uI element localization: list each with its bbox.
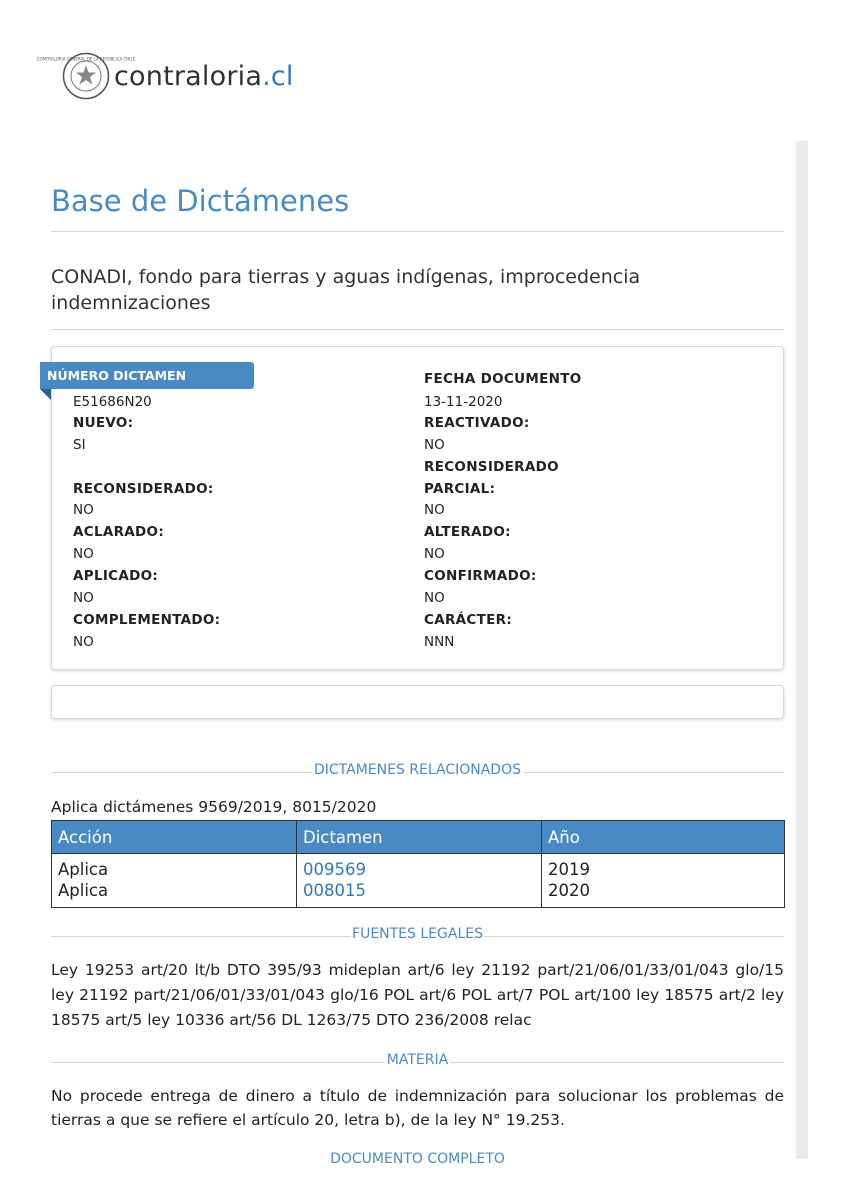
site-logo[interactable]: [36, 52, 294, 100]
alterado-label: ALTERADO:: [424, 524, 511, 540]
caracter-label: CARÁCTER:: [424, 612, 513, 628]
aclarado-value: NO: [73, 546, 94, 562]
section-heading-label: DOCUMENTO COMPLETO: [330, 1151, 505, 1167]
aplicado-label: APLICADO:: [73, 568, 159, 584]
numero-value: E51686N20: [73, 394, 152, 410]
dictamen-cell: [297, 854, 542, 908]
fecha-value: 13-11-2020: [424, 394, 503, 410]
caracter-value: NNN: [424, 634, 455, 650]
ribbon-fold: [40, 389, 51, 400]
reconsiderado-parcial-label: RECONSIDERADO: [424, 459, 559, 475]
accion-value: Aplica: [58, 860, 109, 879]
accion-cell: [52, 854, 297, 908]
reconsiderado-label: RECONSIDERADO:: [73, 481, 214, 497]
fecha-label: FECHA DOCUMENTO: [424, 371, 582, 387]
section-heading-materia: [51, 1052, 784, 1072]
materia-text: No procede entrega de dinero a título de indemnización para solucionar los problemas de tierras a que se refiere el artículo 20, letra b), de la ley N° 19.253.: [51, 1087, 784, 1129]
column-header-anio: Año: [542, 821, 785, 854]
related-table: [51, 820, 785, 908]
logo-text: contraloria.cl: [114, 60, 294, 92]
table-row: [52, 854, 785, 908]
reactivado-value: NO: [424, 437, 445, 453]
seal-text: CONTRALORIA GENERAL DE LA REPUBLICA CHILE: [36, 56, 136, 62]
column-header-dictamen: Dictamen: [297, 821, 542, 854]
numero-dictamen-ribbon: NÚMERO DICTAMEN: [40, 362, 254, 389]
nuevo-value: SI: [73, 437, 86, 453]
document-title: CONADI, fondo para tierras y aguas indígenas, improcedencia indemnizaciones: [51, 266, 641, 314]
section-heading-label: DICTAMENES RELACIONADOS: [314, 762, 521, 778]
alterado-value: NO: [424, 546, 445, 562]
page-title: Base de Dictámenes: [51, 184, 350, 218]
aclarado-label: ACLARADO:: [73, 524, 165, 540]
reactivado-label: REACTIVADO:: [424, 415, 530, 431]
accion-value: Aplica: [58, 881, 109, 900]
empty-card: [51, 685, 784, 719]
section-heading-relacionados: [51, 762, 784, 782]
column-header-accion: Acción: [52, 821, 297, 854]
complementado-value: NO: [73, 634, 94, 650]
reconsiderado-value: NO: [73, 502, 94, 518]
section-heading-label: MATERIA: [386, 1052, 449, 1068]
section-heading-documento: [51, 1151, 784, 1167]
dictamen-link[interactable]: 009569: [303, 860, 366, 879]
contraloria-seal-icon: [36, 52, 136, 100]
confirmado-label: CONFIRMADO:: [424, 568, 537, 584]
related-summary: Aplica dictámenes 9569/2019, 8015/2020: [51, 798, 377, 816]
divider: [51, 329, 784, 330]
reconsiderado-parcial-label-2: PARCIAL:: [424, 481, 496, 497]
scrollbar-track[interactable]: [796, 141, 808, 1159]
dictamen-link[interactable]: 008015: [303, 881, 366, 900]
aplicado-value: NO: [73, 590, 94, 606]
anio-cell: [542, 854, 785, 908]
complementado-label: COMPLEMENTADO:: [73, 612, 221, 628]
reconsiderado-parcial-value: NO: [424, 502, 445, 518]
nuevo-label: NUEVO:: [73, 415, 134, 431]
anio-value: 2019: [548, 860, 590, 879]
table-header-row: [52, 821, 785, 854]
section-heading-fuentes: [51, 926, 784, 946]
fuentes-text: Ley 19253 art/20 lt/b DTO 395/93 mideplan art/6 ley 21192 part/21/06/01/33/01/043 glo/15 ley 21192 part/21/06/01/33/01/043 glo/16 POL art/6 POL art/7 POL art/100 ley 18575 art/2 ley 18575 art/5 ley 10336 art/56 DL 1263/75 DTO 236/2008 relac: [51, 961, 784, 1029]
anio-value: 2020: [548, 881, 590, 900]
divider: [51, 231, 784, 232]
section-heading-label: FUENTES LEGALES: [352, 926, 483, 942]
confirmado-value: NO: [424, 590, 445, 606]
